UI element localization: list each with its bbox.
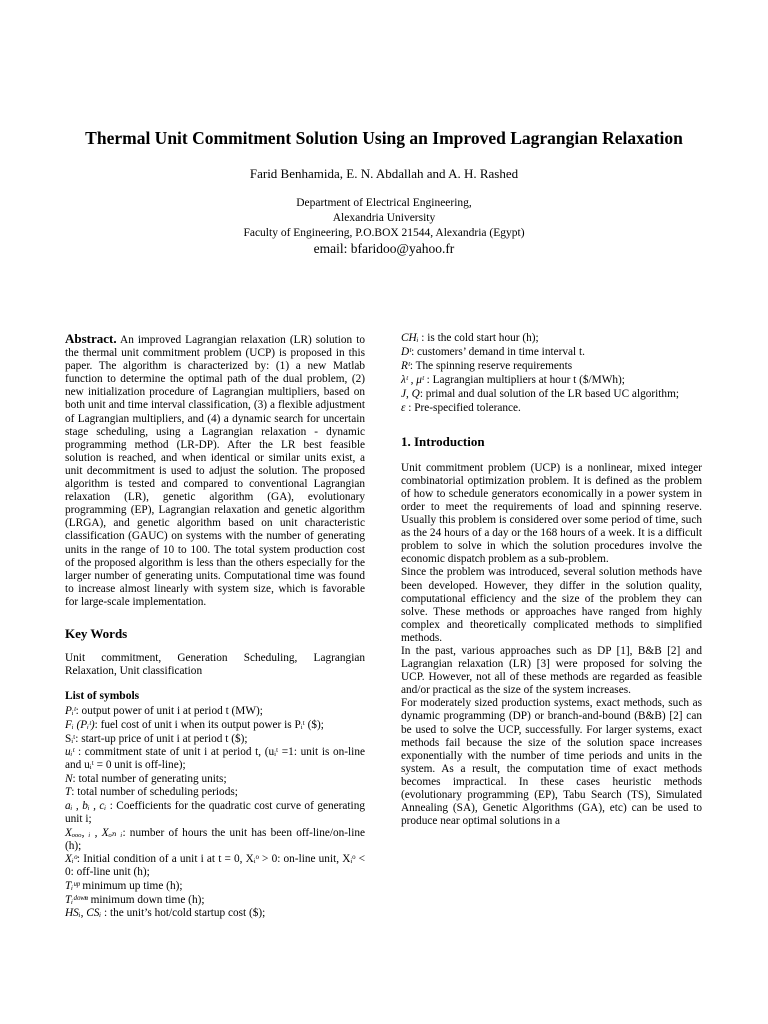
symbol-term: Xₒₒₒ, ᵢ , Xₒₙ ᵢ: [65, 826, 123, 839]
keywords-text: Unit commitment, Generation Scheduling, Lagrangian Relaxation, Unit classification: [65, 652, 365, 678]
symbol-definition: minimum down time (h);: [87, 893, 205, 906]
symbol-definition: : Initial condition of a unit i at t = 0, Xᵢᵒ > 0: on-line unit, Xᵢᵒ < 0: off-line unit (h);: [65, 853, 365, 879]
symbol-entry: [401, 332, 702, 345]
symbol-entry: [65, 786, 365, 799]
affiliation-department: Department of Electrical Engineering,: [296, 197, 472, 209]
symbol-definition: : the unit’s hot/cold startup cost ($);: [101, 907, 266, 920]
symbol-list-right: [401, 332, 702, 416]
symbol-term: uᵢᵗ: [65, 746, 75, 759]
symbol-definition: : primal and dual solution of the LR based UC algorithm;: [419, 388, 679, 401]
symbol-entry: [401, 374, 702, 387]
abstract-text: An improved Lagrangian relaxation (LR) solution to the thermal unit commitment problem (UCP) is proposed in this paper. The algorithm is characterized by: (1) a new Matlab function to determine the optimal path of the dual problem, (2) new initialization procedure of Lagrangian multipliers, based on both unit and time interval classification, (3) a flexible adjustment of Lagrangian multipliers, and (4) a dynamic search for uncertain stage scheduling, using a Lagrangian relaxation - dynamic programming method (LR-DP). After the LR best feasible solution is reached, and when identical or similar units exist, a unit decommitment is used to adjust the solution. The proposed algorithm is tested and compared to conventional Lagrangian relaxation (LR), genetic algorithm (GA), evolutionary programming (EP), Lagrangian relaxation and genetic algorithm (LRGA), and genetic algorithm based on unit characteristic classification (GAUC) on systems with the number of generating units in the range of 10 to 100. The total system production cost of the proposed algorithm is less than the others especially for the larger number of generating units. Computational time was found to increase almost linearly with system size, which is favorable for large-scale implementation.: [65, 334, 366, 608]
affiliation-block: [0, 196, 768, 257]
symbol-entry: [65, 705, 365, 718]
symbol-term: CHᵢ: [401, 332, 419, 344]
symbol-definition: : total number of generating units;: [72, 772, 227, 785]
symbol-term: HSᵢ, CSᵢ: [65, 907, 102, 920]
symbol-entry: [65, 746, 365, 772]
symbol-definition: : is the cold start hour (h);: [418, 332, 539, 344]
symbol-definition: : total number of scheduling periods;: [71, 786, 238, 799]
symbol-entry: [65, 800, 365, 826]
symbol-entry: [65, 733, 365, 746]
symbol-entry: [65, 719, 365, 732]
symbol-list-left: [65, 705, 365, 920]
symbol-entry: [401, 388, 702, 401]
symbol-definition: : The spinning reserve requirements: [409, 360, 573, 373]
abstract-label: Abstract.: [65, 331, 117, 346]
symbol-entry: [65, 907, 365, 920]
symbol-term: Tᵢᵘᵖ: [65, 880, 80, 893]
symbol-definition: : Lagrangian multipliers at hour t ($/MWh);: [423, 374, 625, 387]
symbol-term: T: [65, 786, 72, 799]
symbol-definition: : output power of unit i at period t (MW);: [75, 705, 263, 718]
symbol-entry: [401, 402, 702, 415]
symbol-term: Dᵗ: [401, 346, 412, 359]
symbol-term: Fᵢ (Pᵢᵗ): [65, 718, 95, 731]
symbol-entry: [65, 853, 365, 879]
symbol-definition: : commitment state of unit i at period t, (uᵢᵗ =1: unit is on-line and uᵢᵗ = 0 unit is off-line);: [65, 746, 365, 772]
author-email: email: bfaridoo@yahoo.fr: [313, 241, 455, 256]
author-list: Farid Benhamida, E. N. Abdallah and A. H. Rashed: [249, 166, 519, 181]
symbols-heading: List of symbols: [65, 690, 140, 703]
symbol-entry: [65, 773, 365, 786]
symbol-entry: [65, 894, 365, 907]
symbol-term: N: [65, 772, 73, 785]
symbol-term: aᵢ , bᵢ , cᵢ: [65, 800, 107, 812]
paper-title: Thermal Unit Commitment Solution Using an Improved Lagrangian Relaxation: [85, 128, 683, 148]
symbol-definition: : number of hours the unit has been off-line/on-line (h);: [65, 826, 365, 852]
abstract-paragraph: [65, 332, 365, 609]
keywords-heading: Key Words: [65, 625, 128, 641]
symbol-definition: : customers’ demand in time interval t.: [411, 346, 585, 359]
affiliation-university: Alexandria University: [332, 212, 436, 224]
symbol-term: Tᵢᵈᵒʷⁿ: [65, 893, 88, 906]
left-column: [65, 332, 365, 921]
intro-paragraph: Unit commitment problem (UCP) is a nonlinear, mixed integer combinatorial optimization problem. It is defined as the problem of how to schedule generators economically in a power system in order to meet the requirements of load and spinning reserve. Usually this problem is considered over some period of time, such as the 24 hours of a day or the 168 hours of a week. It is a difficult problem to solve in which the solution procedures involve the economic dispatch problem as a sub-problem.: [401, 461, 702, 566]
symbol-term: J, Q: [401, 388, 420, 401]
intro-paragraph: In the past, various approaches such as DP [1], B&B [2] and Lagrangian relaxation (LR) [3] were proposed for solving the UCP. However, not all of these methods are regarded as feasible and/or practical as the size of the system increases.: [401, 644, 702, 697]
intro-paragraph: Since the problem was introduced, several solution methods have been developed. However, they differ in the solution quality, computational efficiency and the size of the problem they can solve. These methods or approaches have ranged from highly complex and theoretically complicated methods to simplified methods.: [401, 566, 702, 644]
symbol-definition: minimum up time (h);: [79, 880, 183, 893]
right-column: [401, 332, 702, 828]
symbol-definition: : Pre-specified tolerance.: [405, 402, 521, 415]
symbol-term: ε: [401, 402, 406, 415]
affiliation-address: Faculty of Engineering, P.O.BOX 21544, Alexandria (Egypt): [243, 227, 525, 239]
symbol-term: Pᵢᵗ: [65, 705, 76, 718]
symbol-term: Xᵢᵒ: [65, 853, 77, 866]
symbol-term: Sᵢᵗ: [65, 732, 76, 745]
symbol-definition: : Coefficients for the quadratic cost curve of generating unit i;: [65, 800, 365, 826]
symbol-definition: : start-up price of unit i at period t ($);: [75, 732, 248, 745]
intro-paragraph: For moderately sized production systems, exact methods, such as dynamic programming (DP) or branch-and-bound (B&B) [2] can be used to solve the UCP, successfully. For larger systems, exact methods fail because the size of the solution space increases exponentially with the number of time periods and units in the system. As a result, the computation time of exact methods becomes impractical. In these cases heuristic methods (evolutionary programming (EP), Tabu Search (TS), Simulated Annealing (SA), Genetic Algorithms (GA), etc) can be used to produce near optimal solutions in a: [401, 697, 702, 828]
symbol-entry: [401, 360, 702, 373]
symbol-definition: : fuel cost of unit i when its output power is Pᵢᵗ ($);: [94, 718, 324, 731]
symbol-term: λᵗ , μᵗ: [401, 374, 424, 387]
symbol-entry: [401, 346, 702, 359]
symbol-entry: [65, 880, 365, 893]
section-heading-introduction: 1. Introduction: [401, 433, 485, 449]
symbol-entry: [65, 827, 365, 853]
symbol-term: Rᵗ: [401, 360, 410, 373]
